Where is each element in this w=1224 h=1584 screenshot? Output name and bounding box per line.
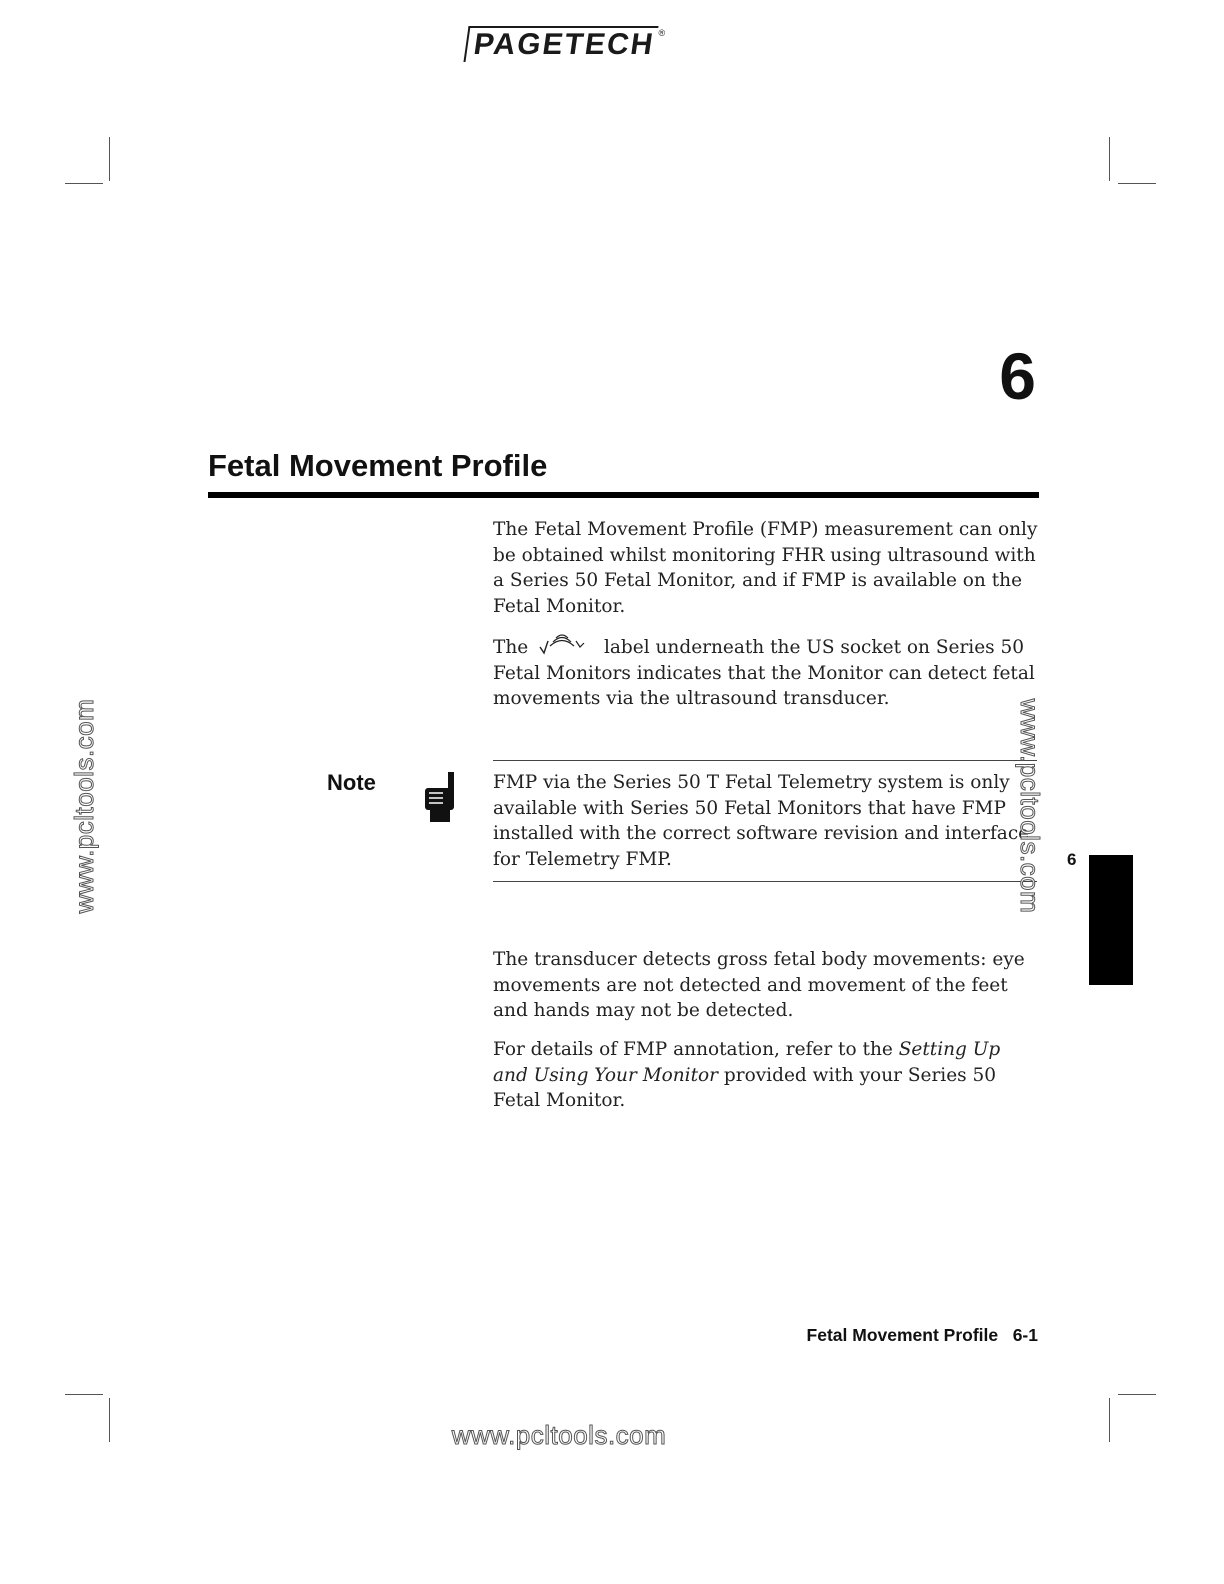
page-footer: Fetal Movement Profile 6-1	[806, 1325, 1038, 1345]
crop-mark	[1118, 183, 1156, 184]
pagetech-logo	[466, 26, 667, 66]
crop-mark	[1118, 1394, 1156, 1395]
thumb-tab-number: 6	[1067, 850, 1077, 869]
fmp-wave-icon	[538, 633, 586, 655]
paragraph-fmp-label-end: label underneath the US socket on Series 50 Fetal Monitors indicates that the Monitor can detect fetal movements via the ultrasound transducer.	[493, 637, 1035, 709]
note-top-rule	[493, 760, 1037, 761]
chapter-number: 6	[999, 339, 1036, 413]
watermark-left: www.pcltools.com	[69, 698, 99, 914]
chapter-title: Fetal Movement Profile	[208, 448, 548, 483]
paragraph-details-end: provided with your Series 50 Fetal Monitor.	[493, 1064, 997, 1111]
watermark-right: www.pcltools.com	[1015, 698, 1045, 914]
paragraph-fmp-label-start: The	[493, 637, 529, 658]
thumb-tab-block	[1089, 855, 1133, 985]
crop-mark	[109, 137, 110, 181]
paragraph-intro: The Fetal Movement Profile (FMP) measurement can only be obtained whilst monitoring FHR using ultrasound with a Series 50 Fetal Monitor, and if FMP is available on the Fetal Monitor.	[493, 519, 1038, 617]
manual-title-reference: Setting Up and Using Your Monitor	[493, 1039, 1001, 1086]
watermark-bottom: www.pcltools.com	[451, 1420, 667, 1450]
logo-text: PAGETECH	[463, 26, 659, 62]
pointing-hand-icon	[422, 772, 456, 824]
title-rule	[208, 492, 1039, 498]
note-label: Note	[327, 770, 376, 795]
note-bottom-rule	[493, 881, 1037, 882]
crop-mark	[1109, 137, 1110, 181]
paragraph-detection: The transducer detects gross fetal body movements: eye movements are not detected and movement of the feet and hands may not be detected.	[493, 949, 1025, 1021]
logo-registered-mark: ®	[658, 28, 668, 38]
crop-mark	[65, 183, 103, 184]
paragraph-details-start: For details of FMP annotation, refer to the	[493, 1039, 899, 1060]
paragraph-details	[493, 1037, 1038, 1114]
note-text: FMP via the Series 50 T Fetal Telemetry system is only available with Series 50 Fetal Monitors that have FMP installed with the correct software revision and interface for Telemetry FMP.	[493, 772, 1030, 870]
crop-mark	[65, 1394, 103, 1395]
paragraph-fmp-label	[493, 633, 1038, 712]
